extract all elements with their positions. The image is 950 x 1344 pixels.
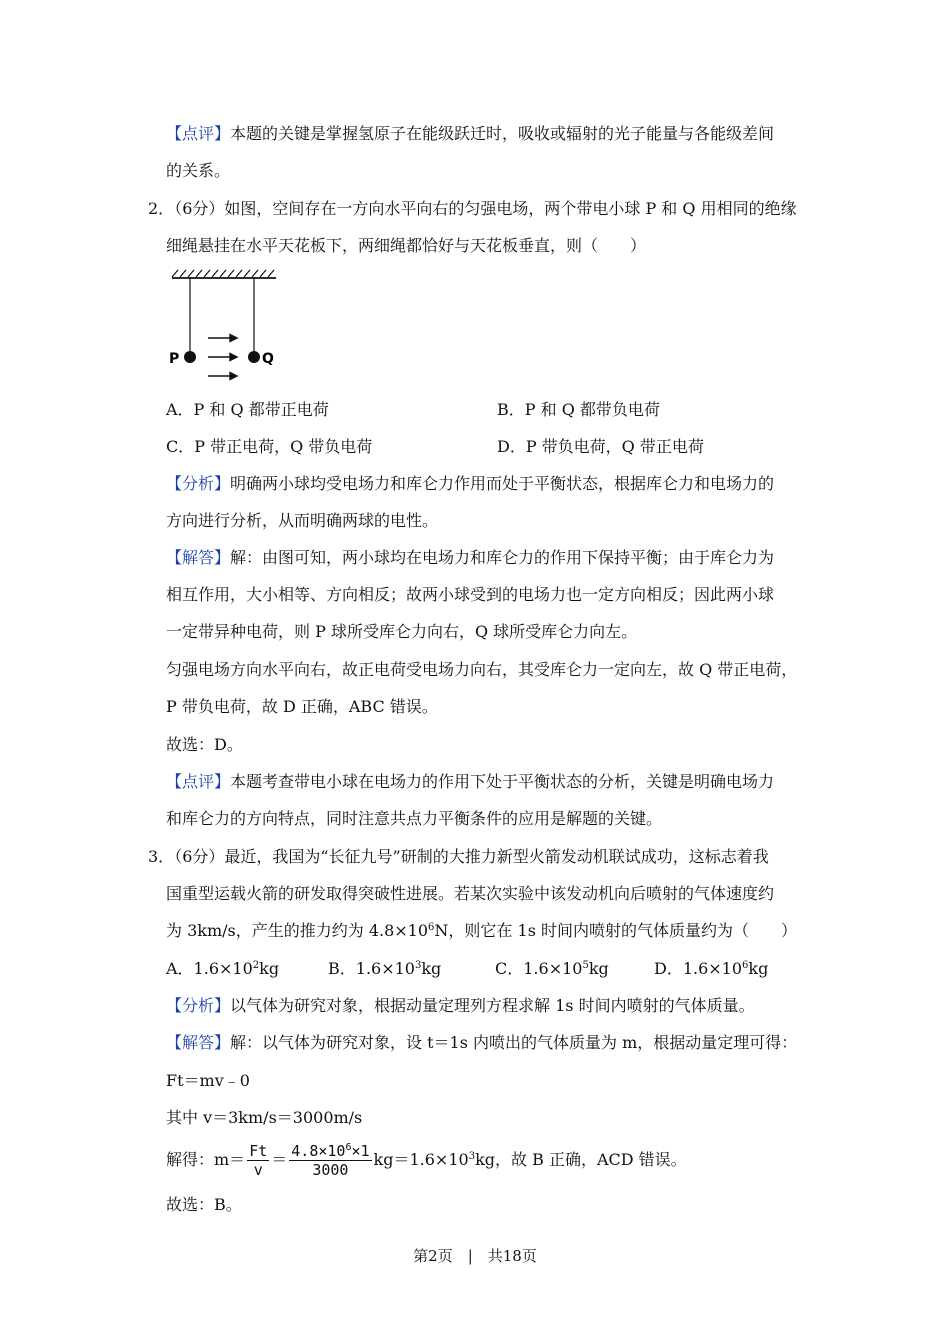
- q3-stem-line2: 国重型运载火箭的研发取得突破性进展。若某次实验中该发动机向后喷射的气体速度约: [166, 884, 775, 903]
- analysis-tag: 【分析】: [166, 474, 231, 493]
- q3-answer: 【解答】解：以气体为研究对象，设 t＝1s 内喷出的气体质量为 m，根据动量定理可得：: [166, 1033, 798, 1052]
- ball-q: [248, 351, 260, 363]
- field-arrows: [208, 335, 237, 380]
- ball-p: [184, 351, 196, 363]
- q2-stem-line1: 2．（6分）如图，空间存在一方向水平向右的匀强电场，两个带电小球 P 和 Q 用相同的绝缘: [148, 199, 797, 218]
- q2-number: 2．: [148, 199, 175, 218]
- q3-equation-1: Ft＝mv﹣0: [166, 1071, 250, 1090]
- q3-stem-line3: 为 3km/s，产生的推力约为 $4.8\times 10^6N$，则它在 1s 时间内喷射的气体质量约为（ ）: [166, 921, 797, 940]
- comment-tag: 【点评】: [166, 772, 231, 791]
- q3-analysis: 【分析】以气体为研究对象，根据动量定理列方程求解 1s 时间内喷射的气体质量。: [166, 996, 755, 1015]
- q3-option-c[interactable]: C．$1.6\times 10^5kg$: [495, 959, 609, 978]
- q2-answer: 【解答】解：由图可知，两小球均在电场力和库仑力的作用下保持平衡；由于库仑力为: [166, 548, 775, 567]
- q2-option-d[interactable]: D．P 带负电荷，Q 带正电荷: [497, 437, 704, 456]
- q3-stem-line1: 3．（6分）最近，我国为“长征九号”研制的大推力新型火箭发动机联试成功，这标志着我: [148, 847, 769, 866]
- q3-option-a[interactable]: A．$1.6\times 10^2kg$: [166, 959, 280, 978]
- q2-option-c[interactable]: C．P 带正电荷，Q 带负电荷: [166, 437, 373, 456]
- q2-option-a[interactable]: A．P 和 Q 都带正电荷: [166, 400, 329, 419]
- comment-tag: 【点评】: [166, 124, 231, 143]
- fraction-value: $\frac{4.8\times 10^6\times 1}{3000}$: [291, 1142, 370, 1179]
- ceiling-hatch: [172, 270, 276, 278]
- q3-number: 3．: [148, 847, 175, 866]
- answer-tag: 【解答】: [166, 1033, 231, 1052]
- q2-figure: [166, 268, 282, 386]
- q3-choice: 故选：B。: [166, 1195, 242, 1214]
- q2-comment: 【点评】本题考查带电小球在电场力的作用下处于平衡状态的分析，关键是明确电场力: [166, 772, 775, 791]
- label-q: Q: [262, 351, 274, 367]
- q3-equation-2: 其中 v＝3km/s＝3000m/s: [166, 1108, 363, 1127]
- analysis-tag: 【分析】: [166, 996, 231, 1015]
- q2-answer-l2: 相互作用，大小相等、方向相反；故两小球受到的电场力也一定方向相反；因此两小球: [166, 585, 775, 604]
- q2-answer-l3: 一定带异种电荷，则 P 球所受库仑力向右，Q 球所受库仑力向左。: [166, 622, 638, 641]
- q2-answer-l4: 匀强电场方向水平向右，故正电荷受电场力向右，其受库仑力一定向左，故 Q 带正电荷，: [166, 660, 798, 679]
- comment-prev: [166, 124, 774, 144]
- q3-option-b[interactable]: B．$1.6\times 10^3kg$: [328, 959, 442, 978]
- q2-analysis: 【分析】明确两小球均受电场力和库仑力作用而处于平衡状态，根据库仑力和电场力的: [166, 474, 775, 493]
- q3-solution: 解得：m＝ $\frac{Ft}{v}$ ＝ $\frac{4.8\times 10^6\times 1}{3000}$ $kg=1.6\times 10^3kg$，故 B 正确，ACD 错误。: [166, 1142, 687, 1179]
- q2-answer-l5: P 带负电荷，故 D 正确，ABC 错误。: [166, 697, 438, 716]
- comment-prev-cont: 的关系。: [166, 161, 231, 180]
- q3-option-d[interactable]: D．$1.6\times 10^6kg$: [654, 959, 769, 978]
- q2-choice: 故选：D。: [166, 735, 243, 754]
- answer-tag: 【解答】: [166, 548, 231, 567]
- q2-comment-cont: 和库仑力的方向特点，同时注意共点力平衡条件的应用是解题的关键。: [166, 809, 663, 828]
- q2-stem-line2: 细绳悬挂在水平天花板下，两细绳都恰好与天花板垂直，则（ ）: [166, 236, 647, 255]
- q2-option-b[interactable]: B．P 和 Q 都带负电荷: [497, 400, 660, 419]
- q2-analysis-cont: 方向进行分析，从而明确两球的电性。: [166, 511, 439, 530]
- fraction-ft-over-v: $\frac{Ft}{v}$: [249, 1142, 268, 1179]
- page-footer: 第2页 | 共18页: [413, 1247, 537, 1265]
- label-p: P: [169, 351, 180, 367]
- comment-text: 本题的关键是掌握氢原子在能级跃迁时，吸收或辐射的光子能量与各能级差间: [230, 124, 775, 143]
